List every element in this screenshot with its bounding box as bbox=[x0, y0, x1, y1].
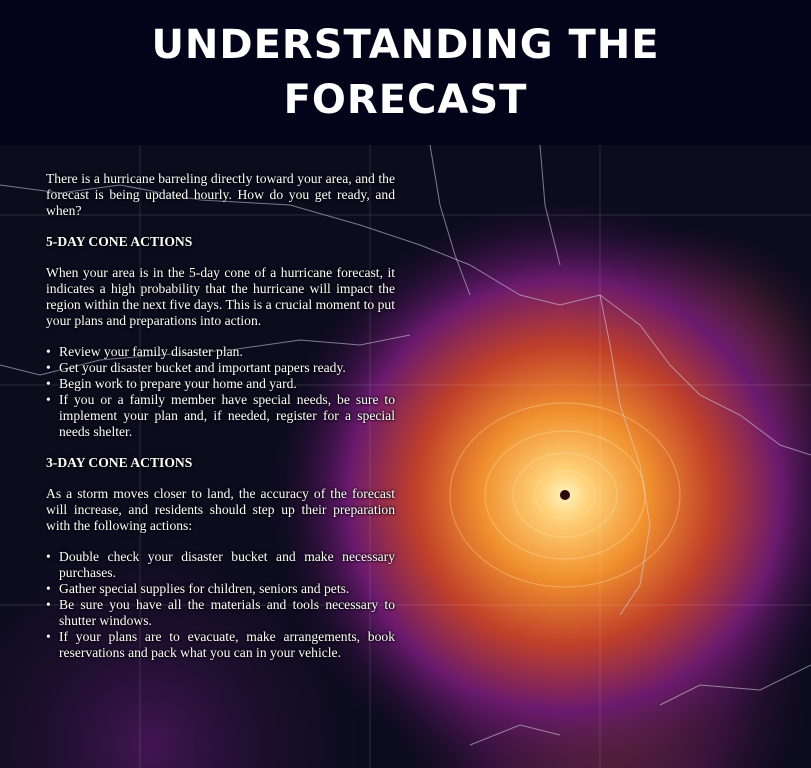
article-body bbox=[46, 171, 395, 676]
list-item: • Gather special supplies for children, seniors and pets. bbox=[46, 581, 395, 597]
section-paragraph-5day: When your area is in the 5-day cone of a hurricane forecast, it indicates a high probability that the hurricane will impact the region within the next five days. This is a crucial moment to put your plans and preparations into action. bbox=[46, 265, 395, 328]
title-banner bbox=[0, 0, 811, 145]
list-item: • If your plans are to evacuate, make arrangements, book reservations and pack what you can in your vehicle. bbox=[46, 629, 395, 661]
list-item: • Be sure you have all the materials and tools necessary to shutter windows. bbox=[46, 597, 395, 629]
intro-paragraph: There is a hurricane barreling directly toward your area, and the forecast is being updated hourly. How do you get ready, and when? bbox=[46, 171, 395, 218]
action-list-5day bbox=[46, 344, 395, 440]
section-paragraph-3day: As a storm moves closer to land, the accuracy of the forecast will increase, and residents should step up their preparation with the following actions: bbox=[46, 486, 395, 533]
page-title: UNDERSTANDING THE FORECAST bbox=[151, 21, 660, 123]
list-item: • Get your disaster bucket and important papers ready. bbox=[46, 360, 395, 376]
list-item: • Review your family disaster plan. bbox=[46, 344, 395, 360]
list-item: • Double check your disaster bucket and make necessary purchases. bbox=[46, 549, 395, 581]
list-item: • If you or a family member have special needs, be sure to implement your plan and, if needed, register for a special needs shelter. bbox=[46, 392, 395, 440]
section-heading-3day: 3-DAY CONE ACTIONS bbox=[46, 455, 193, 470]
list-item: • Begin work to prepare your home and yard. bbox=[46, 376, 395, 392]
section-heading-5day: 5-DAY CONE ACTIONS bbox=[46, 234, 193, 249]
action-list-3day bbox=[46, 549, 395, 661]
